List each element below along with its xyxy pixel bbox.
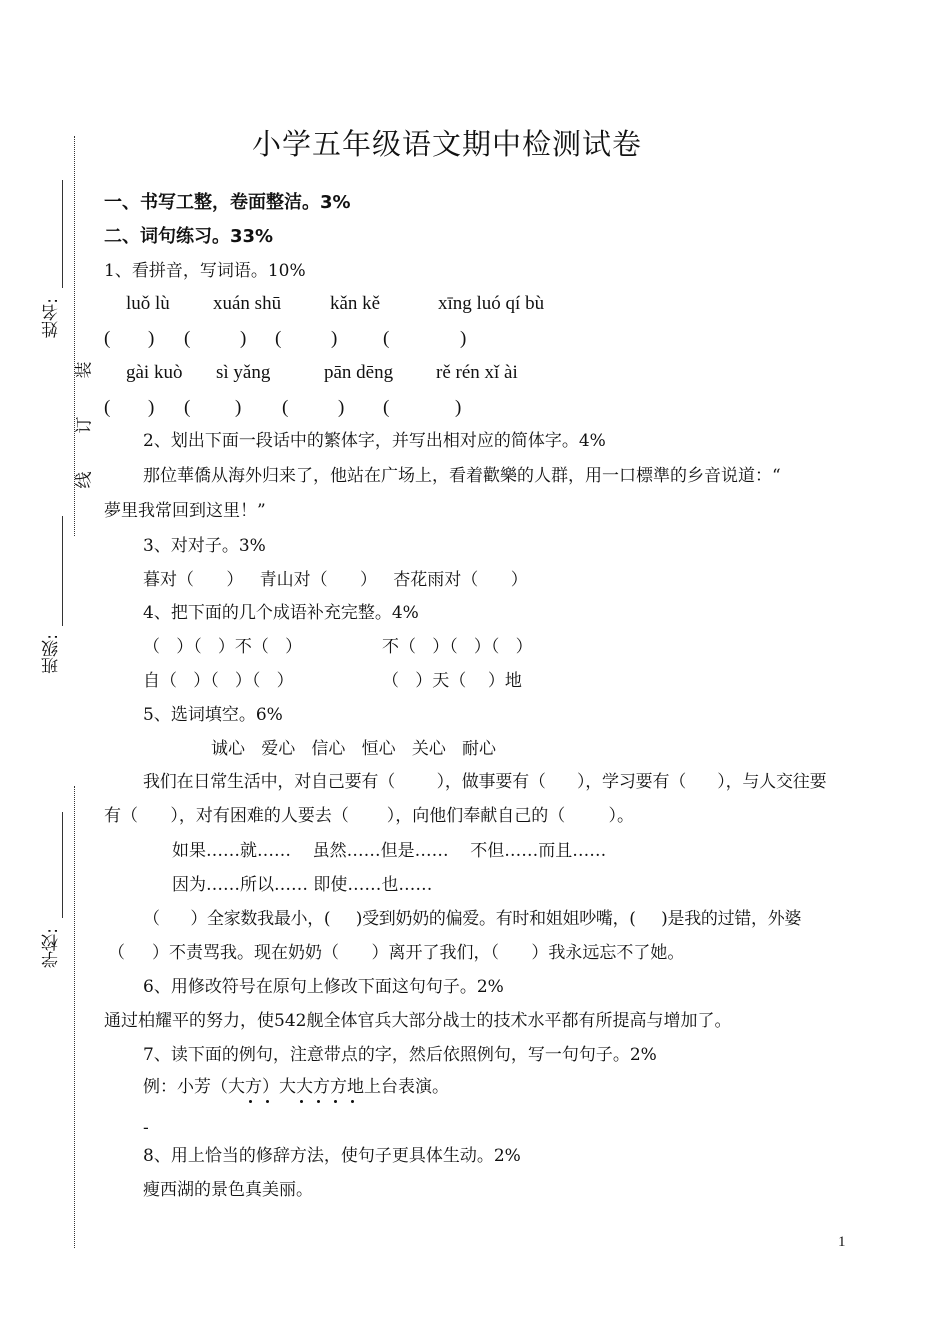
emphasis-dot [249,1100,252,1103]
idiom-4: （ ）天（ ）地 [382,671,522,691]
answer-bracket-close: ) [331,328,338,349]
answer-bracket-close: ) [460,328,467,349]
idiom-1: （ ）（ ）不（ ） [143,637,303,657]
answer-bracket-open: ( [275,328,282,349]
q5-para1-line1: 我们在日常生活中，对自己要有（ ），做事要有（ ），学习要有（ ），与人交往要 [143,772,827,792]
answer-bracket-close: ) [235,397,242,418]
answer-bracket-open: ( [282,397,289,418]
q5-conjunctions-2: 因为……所以…… 即使……也…… [172,875,433,895]
q7-example: 例：小芳（大方）大大方方地上台表演。 [143,1077,449,1097]
q2-passage-line2: 夢里我常回到这里！” [104,501,266,521]
q7-answer-mark: - [143,1118,149,1138]
idiom-3: 自（ ）（ ）（ ） [143,671,294,691]
pinyin-rerenxiai: rě rén xǐ ài [436,362,518,383]
answer-bracket-open: ( [383,328,390,349]
emphasis-dot [317,1100,320,1103]
answer-bracket-open: ( [184,397,191,418]
answer-bracket-open: ( [104,328,111,349]
school-label: 学校: [42,928,62,968]
idiom-2: 不（ ）（ ）（ ） [382,637,533,657]
binding-char-zhuang: 装 [74,361,95,379]
binding-char-ding: 订 [74,416,95,434]
pinyin-kanke: kǎn kě [330,293,381,314]
answer-bracket-close: ) [148,328,155,349]
class-underline [62,516,63,626]
pinyin-pandeng: pān dēng [324,362,394,383]
answer-bracket-close: ) [455,397,462,418]
q5-para2-line2: （ ）不责骂我。现在奶奶（ ）离开了我们，（ ）我永远忘不了她。 [108,943,685,963]
answer-bracket-open: ( [184,328,191,349]
binding-char-xian: 线 [74,471,95,489]
q5-conjunctions-1: 如果……就…… 虽然……但是…… 不但……而且…… [172,841,607,861]
pinyin-siyang: sì yǎng [216,362,271,383]
q7-heading: 7、读下面的例句，注意带点的字，然后依照例句，写一句句子。2% [143,1045,657,1065]
answer-bracket-close: ) [338,397,345,418]
q5-para2-line1: （ ）全家数我最小，( )受到奶奶的偏爱。有时和姐姐吵嘴，( )是我的过错，外婆 [143,909,802,929]
section-1-heading: 一、书写工整，卷面整洁。3% [104,192,351,213]
page-number: 1 [838,1234,846,1250]
pinyin-xuanshu: xuán shū [213,293,282,314]
emphasis-dot [334,1100,337,1103]
q3-heading: 3、对对子。3% [143,536,266,556]
q5-para1-line2: 有（ ），对有困难的人要去（ ），向他们奉献自己的（ ）。 [104,806,634,826]
q8-sentence: 瘦西湖的景色真美丽。 [143,1180,313,1200]
emphasis-dot [266,1100,269,1103]
q5-heading: 5、选词填空。6% [143,705,283,725]
q6-heading: 6、用修改符号在原句上修改下面这句句子。2% [143,977,504,997]
name-underline [62,180,63,288]
binding-dotted-line-bottom [74,786,75,1248]
name-label: 姓名: [42,298,62,338]
pinyin-gaikuo: gài kuò [126,362,183,383]
q2-heading: 2、划出下面一段话中的繁体字，并写出相对应的简体字。4% [143,431,606,451]
pinyin-luolu: luǒ lù [126,293,170,314]
page-title: 小学五年级语文期中检测试卷 [252,127,643,161]
answer-bracket-close: ) [240,328,247,349]
q3-couplets: 暮对（ ） 青山对（ ） 杏花雨对（ ） [143,570,528,590]
q4-heading: 4、把下面的几个成语补充完整。4% [143,603,419,623]
section-2-heading: 二、词句练习。33% [104,226,274,247]
emphasis-dot [351,1100,354,1103]
school-underline [62,812,63,918]
emphasis-dot [300,1100,303,1103]
q2-passage-line1: 那位華僑从海外归来了，他站在广场上，看着歡樂的人群，用一口標準的乡音说道：“ [143,466,781,486]
answer-bracket-open: ( [104,397,111,418]
q6-sentence: 通过柏耀平的努力，使542舰全体官兵大部分战士的技术水平都有所提高与增加了。 [104,1011,732,1031]
class-label: 班级: [42,634,62,674]
answer-bracket-close: ) [148,397,155,418]
q1-heading: 1、看拼音，写词语。10% [104,261,306,281]
q8-heading: 8、用上恰当的修辞方法，使句子更具体生动。2% [143,1146,521,1166]
answer-bracket-open: ( [383,397,390,418]
pinyin-xingluoqibu: xīng luó qí bù [438,293,545,314]
q5-word-bank: 诚心 爱心 信心 恒心 关心 耐心 [211,739,497,759]
